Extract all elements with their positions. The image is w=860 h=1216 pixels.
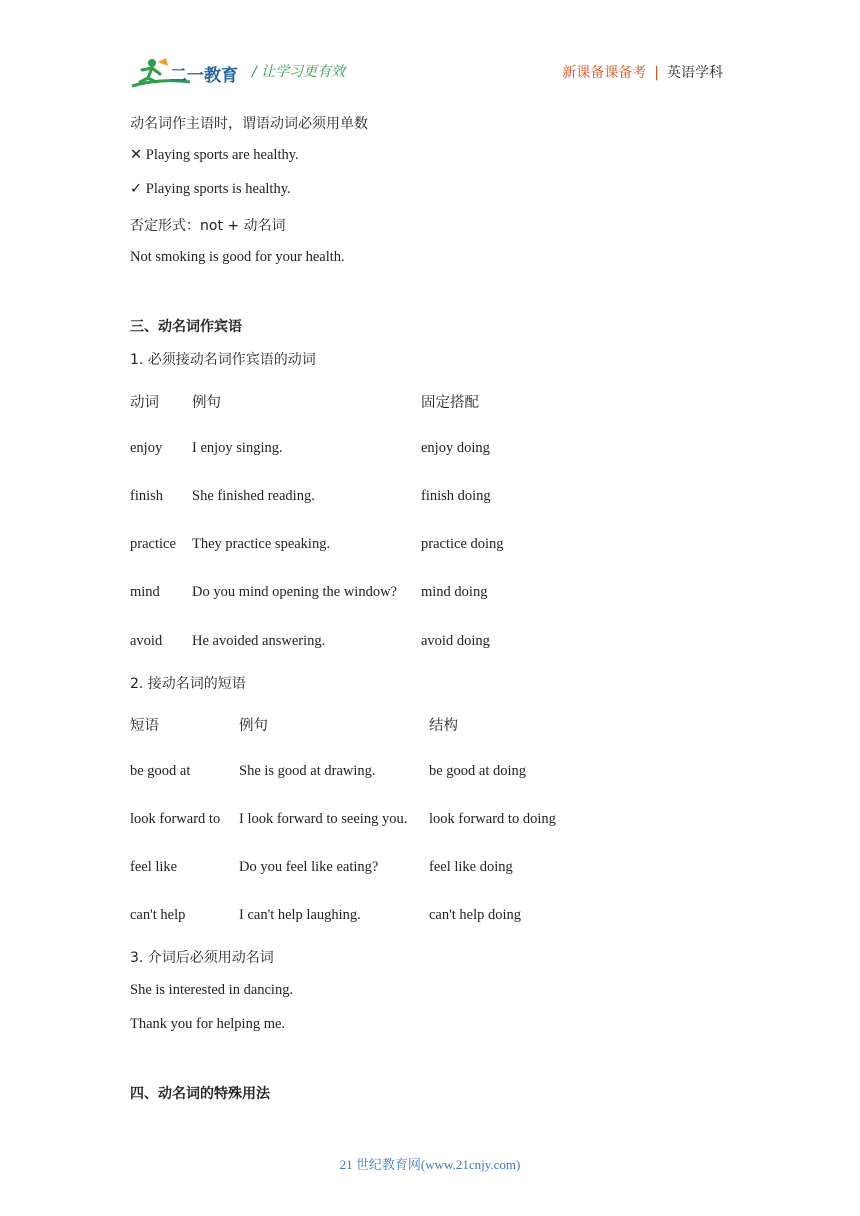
cell-verb: practice xyxy=(130,536,176,552)
col-header-structure: 结构 xyxy=(429,718,458,734)
preposition-example: Thank you for helping me. xyxy=(130,1016,286,1032)
section3-title: 三、动名词作宾语 xyxy=(130,319,242,335)
cell-phrase: be good at xyxy=(130,763,191,779)
section3-sub3: 3. 介词后必须用动名词 xyxy=(130,950,274,966)
category-label: 新课备课备考 xyxy=(562,65,647,81)
cell-phrase: can't help xyxy=(130,907,186,923)
negative-example: Not smoking is good for your health. xyxy=(130,249,345,265)
subject-verb-rule: 动名词作主语时，谓语动词必须用单数 xyxy=(130,116,368,132)
right-example: Playing sports is healthy. xyxy=(145,181,291,197)
cell-example: She finished reading. xyxy=(192,488,315,504)
cell-collocation: finish doing xyxy=(421,488,491,504)
header-separator: | xyxy=(654,65,659,81)
right-example-line xyxy=(130,181,291,198)
section4-title: 四、动名词的特殊用法 xyxy=(130,1086,270,1102)
cell-example: They practice speaking. xyxy=(192,536,331,552)
cell-example: He avoided answering. xyxy=(192,633,326,649)
logo-text: 二一教育 xyxy=(170,66,238,86)
cell-verb: finish xyxy=(130,488,164,504)
cross-icon: ✕ xyxy=(130,147,143,163)
cell-example: I look forward to seeing you. xyxy=(239,811,408,827)
page-header xyxy=(0,0,860,100)
cell-example: Do you mind opening the window? xyxy=(192,584,397,600)
cell-example: I can't help laughing. xyxy=(239,907,361,923)
col-header-collocation: 固定搭配 xyxy=(421,395,479,411)
page-footer: 21 世纪教育网(www.21cnjy.com) xyxy=(339,1157,521,1172)
cell-verb: avoid xyxy=(130,633,163,649)
wrong-example-line xyxy=(130,147,299,164)
header-category xyxy=(562,62,723,82)
check-icon: ✓ xyxy=(130,181,143,197)
col-header-example: 例句 xyxy=(239,718,268,734)
cell-structure: look forward to doing xyxy=(429,811,556,827)
section3-sub2: 2. 接动名词的短语 xyxy=(130,676,246,692)
cell-collocation: practice doing xyxy=(421,536,504,552)
cell-example: Do you feel like eating? xyxy=(239,859,379,875)
subject-label: 英语学科 xyxy=(667,65,723,81)
cell-example: I enjoy singing. xyxy=(192,440,283,456)
cell-verb: enjoy xyxy=(130,440,163,456)
cell-structure: feel like doing xyxy=(429,859,513,875)
cell-collocation: mind doing xyxy=(421,584,488,600)
section3-sub1: 1. 必须接动名词作宾语的动词 xyxy=(130,352,316,368)
preposition-example: She is interested in dancing. xyxy=(130,982,294,998)
col-header-phrase: 短语 xyxy=(130,718,159,734)
slogan: / 让学习更有效 xyxy=(252,64,346,80)
cell-phrase: feel like xyxy=(130,859,178,875)
cell-verb: mind xyxy=(130,584,160,600)
cell-structure: be good at doing xyxy=(429,763,527,779)
logo xyxy=(130,56,242,90)
col-header-verb: 动词 xyxy=(130,395,159,411)
cell-collocation: enjoy doing xyxy=(421,440,490,456)
cell-phrase: look forward to xyxy=(130,811,221,827)
cell-collocation: avoid doing xyxy=(421,633,490,649)
col-header-example: 例句 xyxy=(192,395,221,411)
cell-example: She is good at drawing. xyxy=(239,763,376,779)
cell-structure: can't help doing xyxy=(429,907,522,923)
negative-form-label: 否定形式：not + 动名词 xyxy=(130,218,286,234)
wrong-example: Playing sports are healthy. xyxy=(145,147,299,163)
